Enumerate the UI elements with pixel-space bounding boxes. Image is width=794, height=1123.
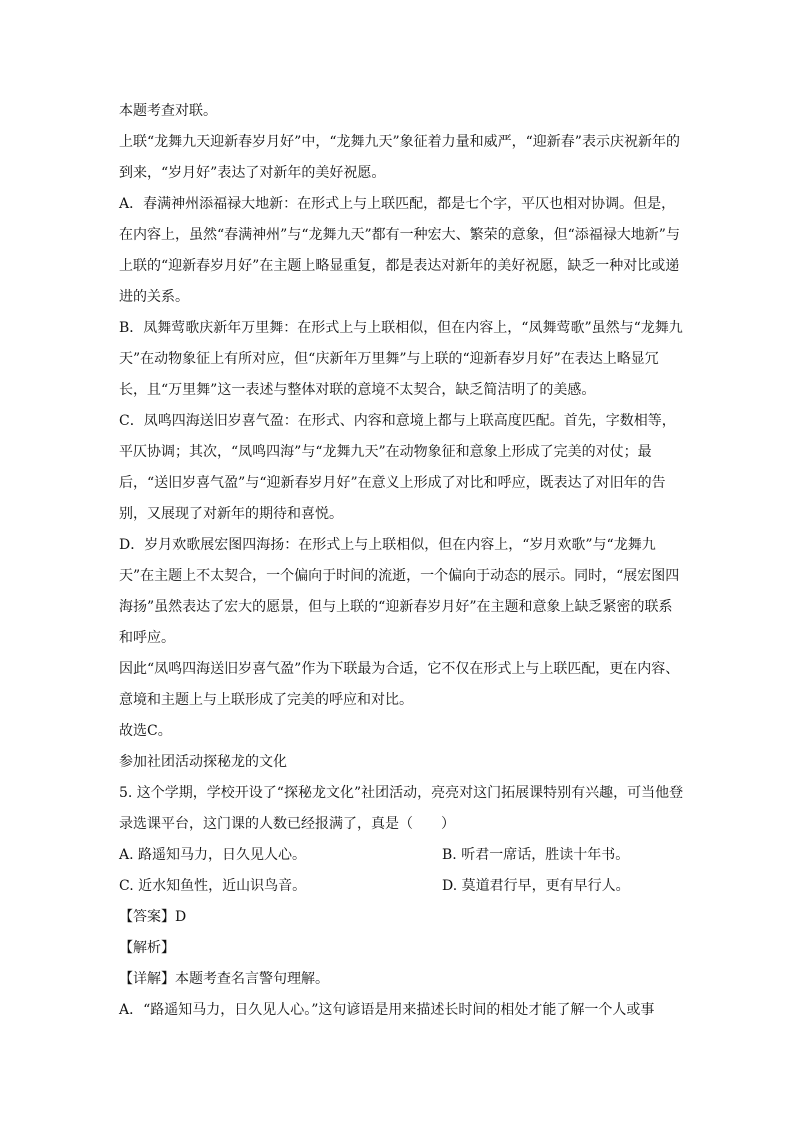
paragraph-analysis-c: C．凤鸣四海送旧岁喜气盈：在形式、内容和意境上都与上联高度匹配。首先，字数相等，平仄协调；其次，“凤鸣四海”与“龙舞九天”在动物象征和意象上形成了完美的对仗；最后，“送旧岁喜气盈”与“迎新春岁月好”在意义上形成了对比和呼应，既表达了对旧年的告别，又展现了对新年的期待和喜悦。: [119, 413, 676, 522]
answer-label: 【答案】D: [119, 909, 187, 925]
option-c: C. 近水知鱼性，近山识鸟音。: [119, 878, 307, 894]
answer-choice: 故选C。: [119, 723, 172, 739]
detail-label: 【详解】本题考查名言警句理解。: [119, 971, 329, 987]
question-5: 5. 这个学期，学校开设了“探秘龙文化”社团活动，亮亮对这门拓展课特别有兴趣，可当他登录选课平台，这门课的人数已经报满了，真是（ ）: [119, 785, 684, 832]
paragraph-conclusion: 因此“凤鸣四海送旧岁喜气盈”作为下联最为合适，它不仅在形式上与上联匹配，更在内容、意境和主题上与上联形成了完美的呼应和对比。: [119, 661, 680, 708]
option-d: D. 莫道君行早，更有早行人。: [442, 878, 630, 894]
section-heading: 参加社团活动探秘龙的文化: [119, 754, 287, 770]
option-b: B. 听君一席话，胜读十年书。: [442, 847, 630, 863]
option-a: A. 路遥知马力，日久见人心。: [119, 847, 307, 863]
paragraph-analysis-a: A．春满神州添福禄大地新：在形式上与上联匹配，都是七个字，平仄也相对协调。但是，在内容上，虽然“春满神州”与“龙舞九天”都有一种宏大、繁荣的意象，但“添福禄大地新”与上联的“迎新春岁月好”在主题上略显重复，都是表达对新年的美好祝愿，缺乏一种对比或递进的关系。: [119, 196, 680, 305]
paragraph-topic: 本题考查对联。: [119, 103, 217, 119]
options-row-2: [119, 871, 684, 902]
analysis-label: 【解析】: [119, 940, 175, 956]
options-row-1: [119, 840, 684, 871]
paragraph-analysis-d: D．岁月欢歌展宏图四海扬：在形式上与上联相似，但在内容上，“岁月欢歌”与“龙舞九天”在主题上不太契合，一个偏向于时间的流逝，一个偏向于动态的展示。同时，“展宏图四海扬”虽然表达了宏大的愿景，但与上联的“迎新春岁月好”在主题和意象上缺乏紧密的联系和呼应。: [119, 537, 680, 646]
paragraph-upper-couplet: 上联“龙舞九天迎新春岁月好”中，“龙舞九天”象征着力量和威严，“迎新春”表示庆祝新年的到来，“岁月好”表达了对新年的美好祝愿。: [119, 134, 680, 181]
paragraph-analysis-b: B．凤舞莺歌庆新年万里舞：在形式上与上联相似，但在内容上，“凤舞莺歌”虽然与“龙舞九天”在动物象征上有所对应，但“庆新年万里舞”与上联的“迎新春岁月好”在表达上略显冗长，且“万里舞”这一表述与整体对联的意境不太契合，缺乏简洁明了的美感。: [119, 320, 683, 398]
detail-analysis-a: A．“路遥知马力，日久见人心。”这句谚语是用来描述长时间的相处才能了解一个人或事: [119, 1002, 655, 1018]
